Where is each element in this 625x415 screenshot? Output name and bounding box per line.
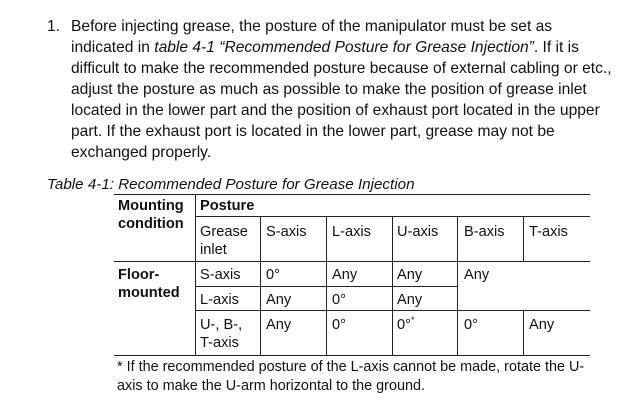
row-1-rule [195, 286, 457, 287]
header-bottom-rule [114, 261, 590, 262]
header-mounting-condition: Mounting condition [118, 198, 184, 232]
row-3-l-axis: 0° [332, 317, 346, 333]
table-title-quote: “Recommended Posture for Grease Injection” [214, 39, 534, 56]
table-caption: Table 4-1: Recommended Posture for Grease Injection [47, 176, 415, 193]
row-3-inlet: U-, B-, T-axis [200, 317, 243, 351]
table-footnote: * If the recommended posture of the L-axis cannot be made, rotate the U-axis to make the U-arm horizontal to the ground. [117, 359, 585, 394]
mounting-column-divider [195, 194, 196, 355]
row-1-u-axis: Any [397, 267, 423, 283]
u-axis-column-divider [457, 216, 458, 355]
row-2-l-axis: 0° [332, 292, 346, 308]
row-2-inlet: L-axis [200, 292, 239, 308]
subheader-grease-inlet: Grease inlet [200, 224, 248, 258]
step-body [71, 16, 617, 163]
row-3-b-axis: 0° [464, 317, 478, 333]
mounting-floor-mounted: Floor-mounted [118, 267, 180, 301]
footnote-marker: * [410, 315, 415, 325]
row-2-u-axis: Any [397, 292, 423, 308]
step-text-after: . If it is difficult to make the recommended posture because of external cabling or etc., adjust the posture as much as possible to make the position of grease inlet located in the lower part and the position of exhaust port located in the upper part. If the exhaust port is located in the lower part, grease may not be exchanged properly. [71, 39, 612, 161]
row-3-t-axis: Any [529, 317, 555, 333]
row-1-l-axis: Any [332, 267, 358, 283]
row-3-u-axis-value: 0° [397, 317, 411, 333]
l-axis-column-divider [392, 216, 393, 355]
table-bottom-rule [114, 355, 590, 356]
step-paragraph [47, 16, 617, 163]
row-2-rule [195, 310, 590, 311]
subheader-s-axis: S-axis [266, 224, 307, 240]
table-reference-link[interactable]: table 4-1 [154, 39, 215, 56]
subheader-l-axis: L-axis [332, 224, 371, 240]
subheader-u-axis: U-axis [397, 224, 439, 240]
row-3-u-axis [397, 316, 414, 334]
step-number: 1. [47, 18, 61, 35]
posture-subheader-rule [195, 216, 590, 217]
subheader-t-axis: T-axis [529, 224, 568, 240]
row-3-s-axis: Any [266, 317, 292, 333]
subheader-b-axis: B-axis [464, 224, 505, 240]
header-posture: Posture [200, 198, 255, 214]
b-axis-column-divider [523, 216, 524, 261]
row-2-s-axis: Any [266, 292, 292, 308]
step-text-before: Before injecting grease, the posture of the manipulator must be set as indicated in [71, 18, 553, 56]
row-1-inlet: S-axis [200, 267, 241, 283]
s-axis-column-divider [326, 216, 327, 355]
b-axis-column-divider-lower [523, 310, 524, 355]
inlet-column-divider [260, 216, 261, 355]
row-1-s-axis: 0° [266, 267, 280, 283]
row-1-b-t-axis: Any [464, 267, 490, 283]
